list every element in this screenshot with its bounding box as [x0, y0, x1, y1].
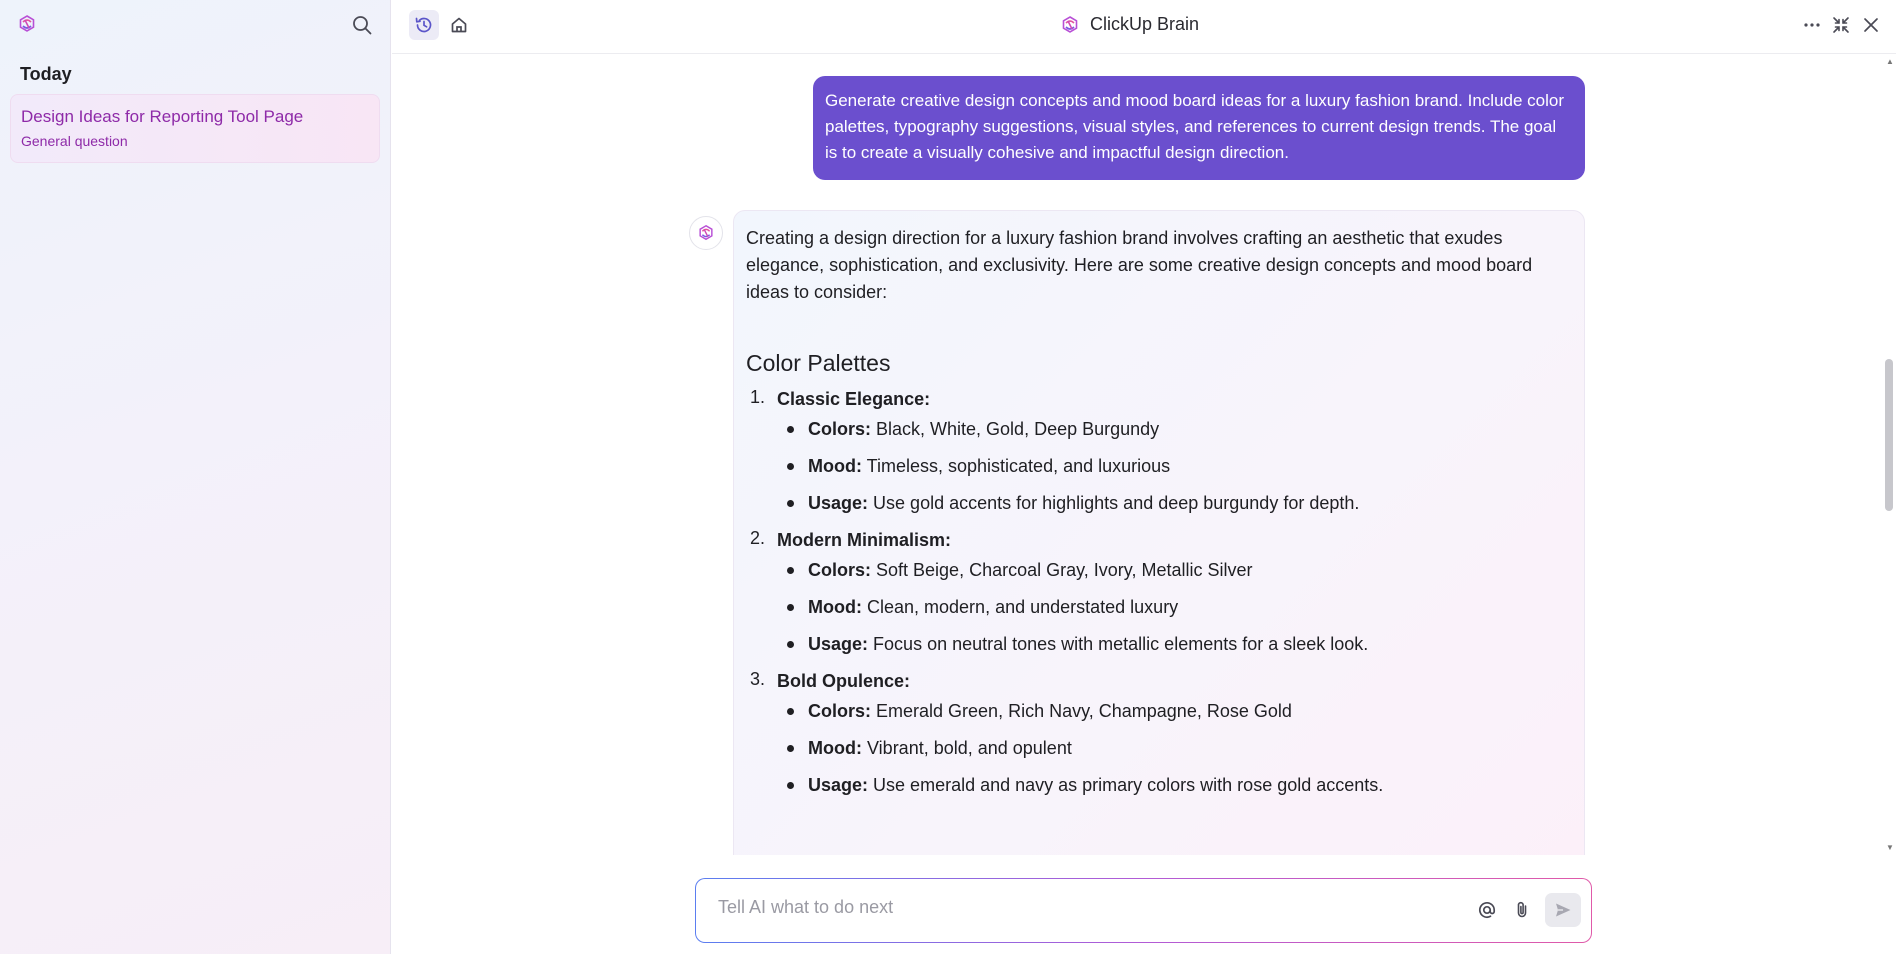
palette-colors	[777, 558, 1572, 582]
mention-button[interactable]	[1474, 897, 1500, 923]
colors-value: Black, White, Gold, Deep Burgundy	[876, 419, 1160, 439]
palette-item	[746, 528, 1572, 656]
usage-value: Use gold accents for highlights and deep burgundy for depth.	[873, 493, 1360, 513]
more-icon	[1802, 15, 1822, 35]
usage-label: Usage:	[808, 493, 869, 513]
history-icon	[414, 15, 434, 35]
close-icon	[1862, 16, 1880, 34]
paperclip-icon	[1512, 900, 1532, 920]
close-button[interactable]	[1856, 10, 1886, 40]
palette-details	[777, 699, 1572, 797]
palette-colors	[777, 417, 1572, 441]
chat-scrollbar[interactable]	[1882, 55, 1896, 855]
section-label-today: Today	[20, 64, 72, 84]
collapse-icon	[1832, 16, 1850, 34]
palette-usage	[777, 632, 1572, 656]
collapse-button[interactable]	[1826, 10, 1856, 40]
window-title: ClickUp Brain	[1090, 14, 1200, 34]
window-title-group	[1060, 14, 1199, 35]
colors-label: Colors:	[808, 560, 871, 580]
colors-value: Emerald Green, Rich Navy, Champagne, Rose Gold	[876, 701, 1292, 721]
scroll-down-arrow-icon[interactable]: ▼	[1886, 843, 1894, 852]
mood-label: Mood:	[808, 597, 862, 617]
home-icon	[449, 15, 469, 35]
message-composer	[695, 878, 1592, 943]
palette-details	[777, 417, 1572, 515]
at-icon	[1477, 900, 1497, 920]
sidebar-item-title: Design Ideas for Reporting Tool Page	[21, 107, 304, 126]
sidebar-item-conversation[interactable]	[10, 94, 380, 163]
palette-usage	[777, 773, 1572, 797]
mood-value: Vibrant, bold, and opulent	[867, 738, 1072, 758]
list-number: 1.	[750, 387, 766, 407]
send-icon	[1553, 900, 1573, 920]
palette-item	[746, 387, 1572, 515]
search-icon[interactable]	[351, 14, 373, 36]
colors-value: Soft Beige, Charcoal Gray, Ivory, Metallic Silver	[876, 560, 1253, 580]
palette-usage	[777, 491, 1572, 515]
colors-label: Colors:	[808, 701, 871, 721]
list-number: 2.	[750, 528, 766, 548]
history-button[interactable]	[409, 10, 439, 40]
palette-item	[746, 669, 1572, 797]
ai-intro-text: Creating a design direction for a luxury fashion brand involves crafting an aesthetic that exudes elegance, sophistication, and exclusivity. Here are some creative design concepts and mood board ideas to consider:	[746, 228, 1533, 302]
mood-value: Timeless, sophisticated, and luxurious	[866, 456, 1171, 476]
ai-avatar	[689, 216, 723, 250]
message-input[interactable]	[718, 897, 1418, 918]
palette-details	[777, 558, 1572, 656]
palette-mood	[777, 595, 1572, 619]
list-number: 3.	[750, 669, 766, 689]
send-button[interactable]	[1545, 893, 1581, 927]
mood-label: Mood:	[808, 738, 862, 758]
mood-value: Clean, modern, and understated luxury	[867, 597, 1179, 617]
palette-colors	[777, 699, 1572, 723]
more-options-button[interactable]	[1797, 10, 1827, 40]
usage-label: Usage:	[808, 775, 869, 795]
mood-label: Mood:	[808, 456, 862, 476]
section-heading: Color Palettes	[746, 350, 891, 376]
chat-thread	[392, 55, 1884, 855]
clickup-brain-avatar-icon	[697, 224, 715, 242]
palette-title: Modern Minimalism:	[777, 530, 952, 550]
sidebar	[0, 0, 391, 954]
top-bar	[392, 0, 1896, 54]
palette-mood	[777, 736, 1572, 760]
user-message: Generate creative design concepts and mood board ideas for a luxury fashion brand. Include color palettes, typography suggestions, visual styles, and references to current design trends. The goal is to create a visually cohesive and impactful design direction.	[813, 76, 1585, 180]
scrollbar-thumb[interactable]	[1885, 359, 1893, 511]
scroll-up-arrow-icon[interactable]: ▲	[1886, 57, 1894, 66]
ai-response	[733, 210, 1585, 855]
colors-label: Colors:	[808, 419, 871, 439]
attach-button[interactable]	[1509, 897, 1535, 923]
palette-title: Bold Opulence:	[777, 671, 911, 691]
home-button[interactable]	[444, 10, 474, 40]
usage-value: Focus on neutral tones with metallic elements for a sleek look.	[873, 634, 1369, 654]
clickup-brain-logo-icon	[1060, 15, 1080, 35]
palette-mood	[777, 454, 1572, 478]
palette-title: Classic Elegance:	[777, 389, 931, 409]
sidebar-item-subtitle: General question	[21, 133, 128, 149]
usage-label: Usage:	[808, 634, 869, 654]
usage-value: Use emerald and navy as primary colors with rose gold accents.	[873, 775, 1384, 795]
clickup-brain-logo[interactable]	[17, 14, 37, 34]
